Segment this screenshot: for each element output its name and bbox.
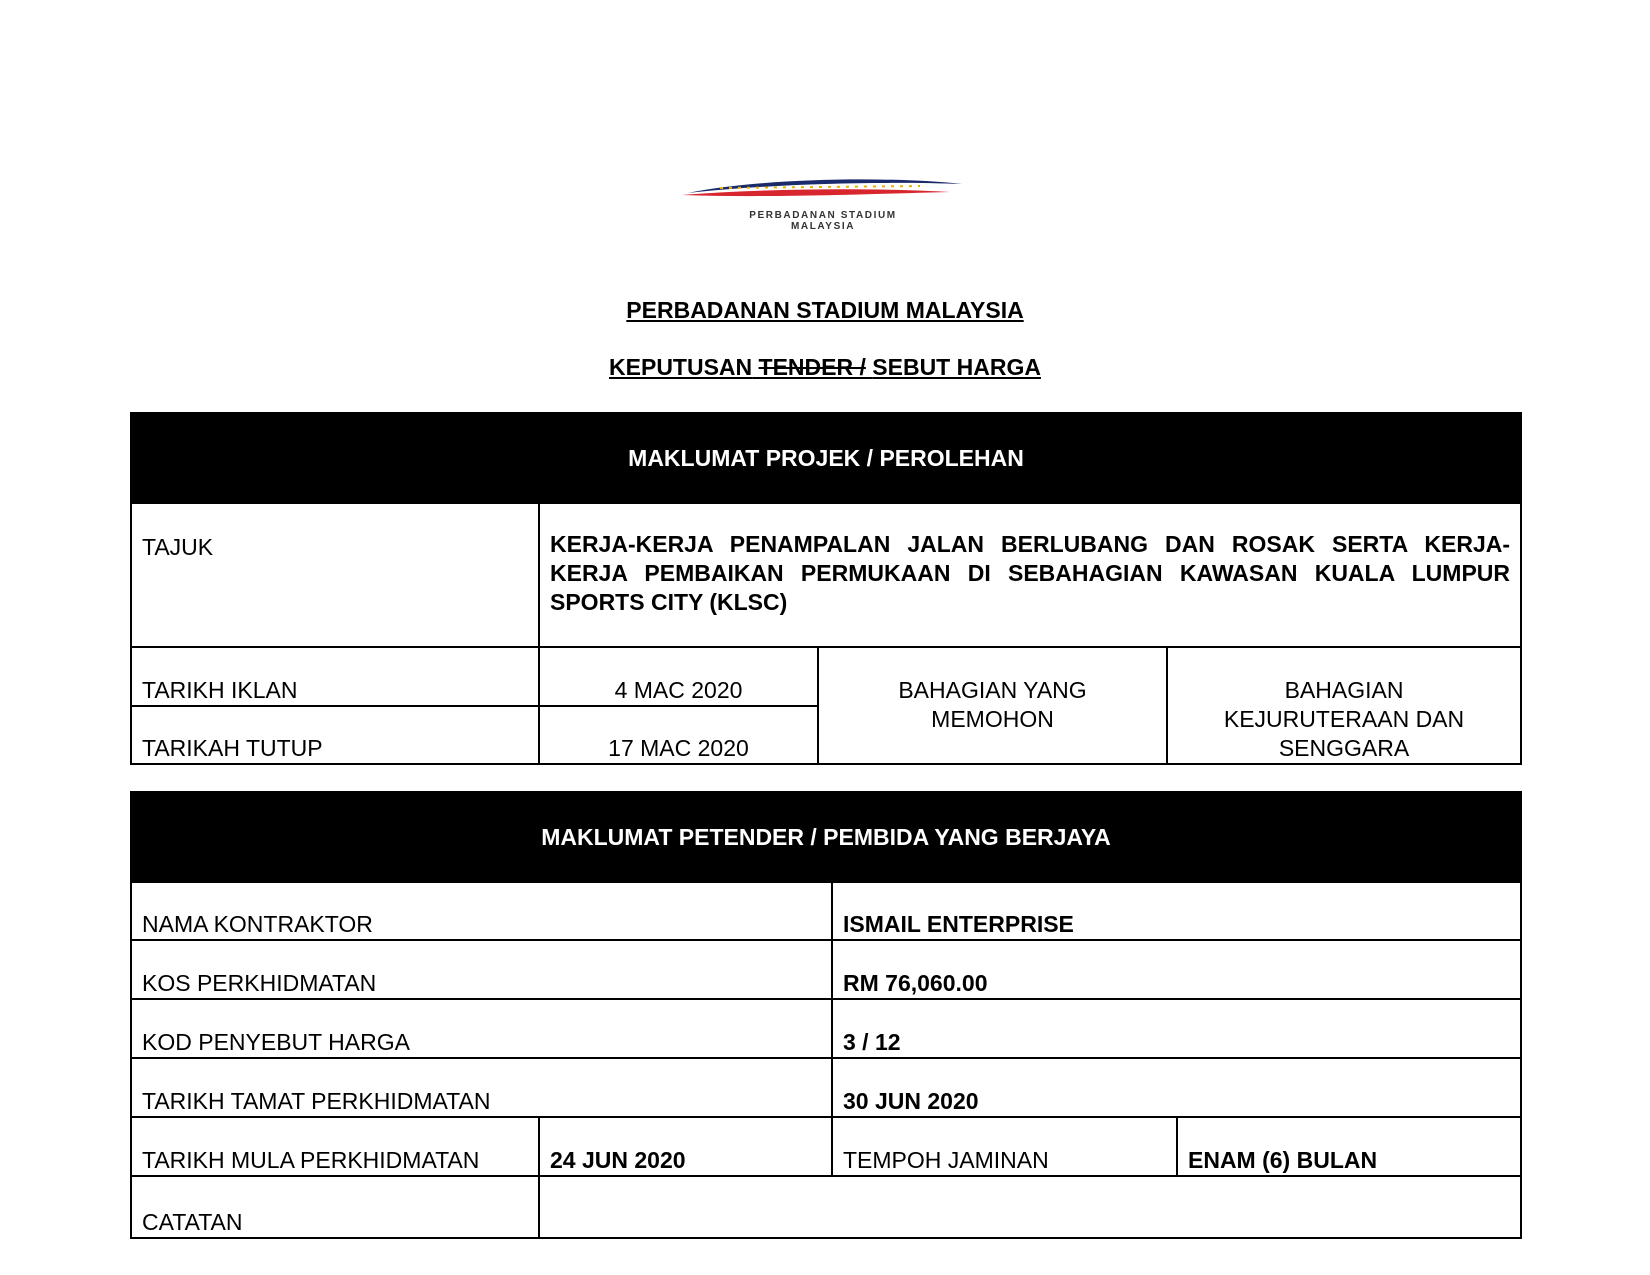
decision-title (0, 354, 1650, 381)
department-label: BAHAGIAN YANG MEMOHON (818, 647, 1167, 764)
logo-swoosh-icon (680, 176, 970, 210)
contractor-label: NAMA KONTRAKTOR (131, 882, 832, 940)
quotation-code-label: KOD PENYEBUT HARGA (131, 999, 832, 1058)
service-end-value: 30 JUN 2020 (832, 1058, 1521, 1117)
project-info-header: MAKLUMAT PROJEK / PEROLEHAN (131, 413, 1521, 503)
notes-label: CATATAN (131, 1176, 539, 1238)
cost-label: KOS PERKHIDMATAN (131, 940, 832, 999)
project-info-table (130, 412, 1522, 765)
warranty-label: TEMPOH JAMINAN (832, 1117, 1177, 1176)
advert-date-value: 4 MAC 2020 (539, 647, 818, 706)
service-start-label: TARIKH MULA PERKHIDMATAN (131, 1117, 539, 1176)
department-value: BAHAGIAN KEJURUTERAAN DAN SENGGARA (1167, 647, 1521, 764)
contractor-value: ISMAIL ENTERPRISE (832, 882, 1521, 940)
warranty-value: ENAM (6) BULAN (1177, 1117, 1521, 1176)
service-end-label: TARIKH TAMAT PERKHIDMATAN (131, 1058, 832, 1117)
organization-title: PERBADANAN STADIUM MALAYSIA (626, 297, 1024, 323)
title-value: KERJA-KERJA PENAMPALAN JALAN BERLUBANG DAN ROSAK SERTA KERJA-KERJA PEMBAIKAN PERMUKAAN DI SEBAHAGIAN KAWASAN KUALA LUMPUR SPORTS CITY (KLSC) (539, 503, 1521, 647)
winner-info-table (130, 791, 1522, 1239)
quotation-code-value: 3 / 12 (832, 999, 1521, 1058)
decision-prefix: KEPUTUSAN (609, 354, 753, 380)
title-label: TAJUK (131, 503, 539, 647)
service-start-value: 24 JUN 2020 (539, 1117, 832, 1176)
logo-text: PERBADANAN STADIUM MALAYSIA (749, 210, 897, 232)
closing-date-value: 17 MAC 2020 (539, 706, 818, 764)
winner-info-header: MAKLUMAT PETENDER / PEMBIDA YANG BERJAYA (131, 792, 1521, 882)
notes-value (539, 1176, 1521, 1238)
advert-date-label: TARIKH IKLAN (131, 647, 539, 706)
psm-logo (680, 176, 970, 232)
decision-suffix: SEBUT HARGA (872, 354, 1041, 380)
cost-value: RM 76,060.00 (832, 940, 1521, 999)
decision-struck: TENDER / (758, 354, 866, 380)
closing-date-label: TARIKAH TUTUP (131, 706, 539, 764)
